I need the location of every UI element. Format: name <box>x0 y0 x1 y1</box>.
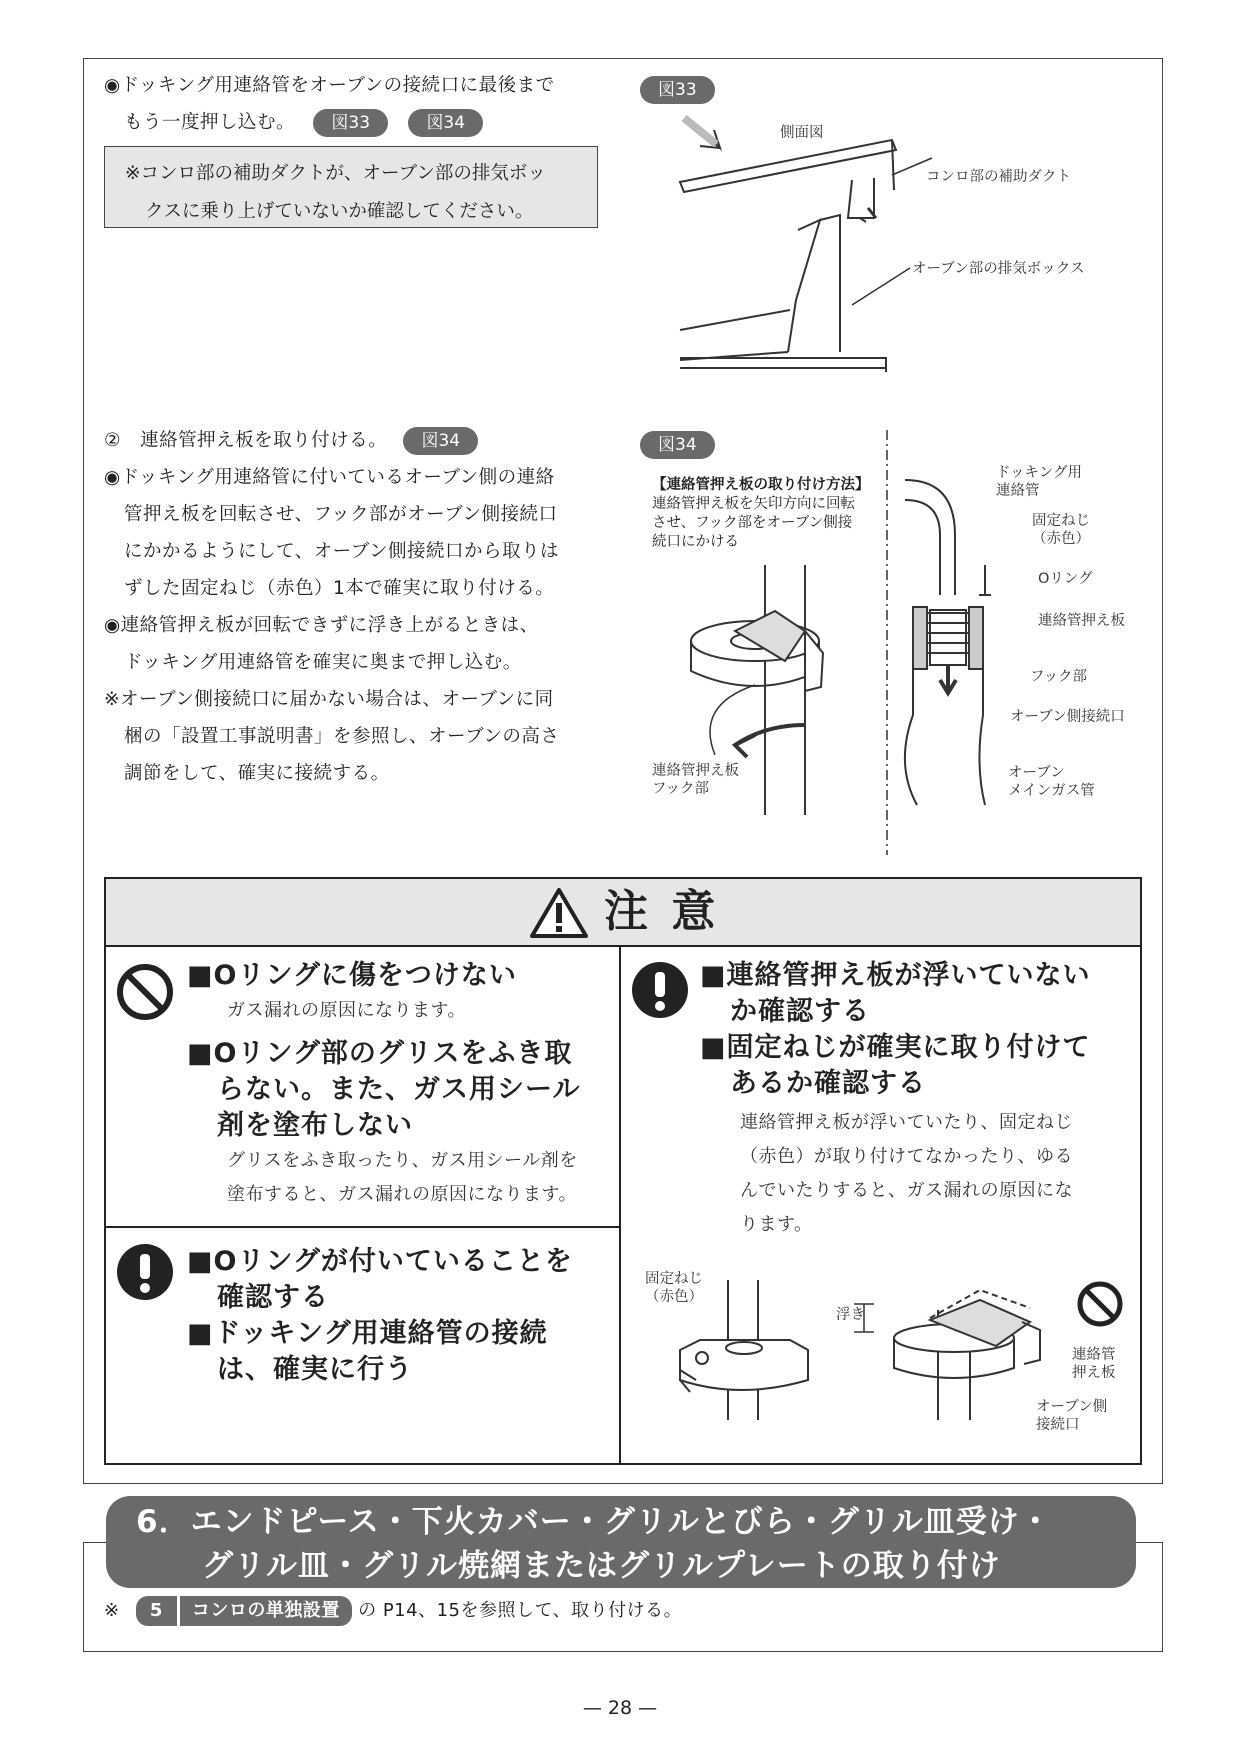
caution-1-sub1: ガス漏れの原因になります。 <box>227 1000 467 1021</box>
caution-2-title1-line2: か確認する <box>730 996 870 1027</box>
caution-horizontal-divider <box>106 1226 620 1228</box>
fig33-side-view-diagram <box>670 100 1090 385</box>
section6-header <box>106 1496 1136 1588</box>
fig34-main-gas-label: オーブン メインガス管 <box>1008 765 1095 799</box>
caution-3-title2-line1: ■ドッキング用連絡管の接続 <box>187 1318 548 1349</box>
fig33-duct-label: コンロ部の補助ダクト <box>926 169 1071 185</box>
fig34-ref-badge: 図34 <box>408 109 483 137</box>
caution-3-title2-line2: は、確実に行う <box>217 1354 413 1385</box>
step2-bullet1-line2: 管押え板を回転させ、フック部がオーブン側接続口 <box>124 504 558 525</box>
fig34-method-line3: 続口にかける <box>652 534 739 550</box>
fig34-oven-port-label: オーブン側接続口 <box>1010 709 1125 725</box>
caution-1-title2-line3: 剤を塗布しない <box>217 1110 413 1141</box>
warning-triangle-icon <box>529 887 589 939</box>
fig34-plate-label: 連絡管押え板 <box>1038 613 1125 629</box>
caution-2-title2-line2: あるか確認する <box>730 1068 926 1099</box>
caution-cell-1 <box>187 958 617 1212</box>
caution-1-title2-line2: らない。また、ガス用シール <box>217 1074 581 1105</box>
step2-text <box>104 422 624 792</box>
step2-note-line2: 梱の「設置工事説明書」を参照し、オーブンの高さ <box>124 726 560 747</box>
step2-heading: ② 連絡管押え板を取り付ける。 <box>104 430 388 451</box>
fig34-method-title: 【連絡管押え板の取り付け方法】 <box>652 477 870 493</box>
fig33-side-view-label: 側面図 <box>780 125 824 141</box>
caution-cell-2 <box>700 958 1140 1242</box>
mandatory-icon <box>115 1242 175 1302</box>
page-number: — 28 — <box>582 1697 658 1719</box>
section6-title-line2: グリル皿・グリル焼網またはグリルプレートの取り付け <box>202 1548 1001 1584</box>
caution-3-title1-line1: ■Oリングが付いていることを <box>187 1246 573 1277</box>
caution-1-sub2-line2: 塗布すると、ガス漏れの原因になります。 <box>227 1184 578 1205</box>
step1-note-box <box>104 146 598 228</box>
fig34-hook-right-label: フック部 <box>1030 669 1087 685</box>
caution-title: 注 意 <box>604 886 720 937</box>
section6-reference-text: の P14、15を参照して、取り付ける。 <box>358 1600 683 1621</box>
caution-1-title1: ■Oリングに傷をつけない <box>187 960 517 991</box>
fig34-docking-label: ドッキング用 連絡管 <box>996 465 1082 499</box>
step2-bullet1-line4: ずした固定ねじ（赤色）1本で確実に取り付ける。 <box>124 578 555 599</box>
caution-2-sub-line3: んでいたりすると、ガス漏れの原因にな <box>740 1180 1073 1201</box>
caution-cell-3 <box>187 1244 617 1388</box>
fig34-method-line2: させ、フック部をオーブン側接 <box>652 515 853 531</box>
section6-reference: ※ 5 コンロの単独設置 の P14、15を参照して、取り付ける。 <box>104 1596 682 1626</box>
caution-3-title1-line2: 確認する <box>217 1282 329 1313</box>
prohibition-icon <box>115 962 175 1022</box>
step1-note-line2: クスに乗り上げていないか確認してください。 <box>145 201 534 222</box>
step2-note-line3: 調節をして、確実に接続する。 <box>124 763 390 784</box>
step2-fig34-ref: 図34 <box>403 427 478 455</box>
step1-line2: もう一度押し込む。 <box>124 112 296 133</box>
caution-2-title1-line1: ■連絡管押え板が浮いていない <box>700 960 1091 991</box>
caution-fig-plate-label: 連絡管 押え板 <box>1072 1347 1116 1381</box>
caution-fig-float-label: 浮き <box>836 1307 865 1323</box>
step2-bullet2-line2: ドッキング用連絡管を確実に奥まで押し込む。 <box>124 652 522 673</box>
fig33-badge: 図33 <box>640 76 715 104</box>
section-name-badge: コンロの単独設置 <box>180 1596 352 1626</box>
caution-vertical-divider <box>619 947 621 1465</box>
caution-2-title2-line1: ■固定ねじが確実に取り付けて <box>700 1032 1091 1063</box>
fig34-diagram <box>655 425 1175 865</box>
caution-fig-port-label: オーブン側 接続口 <box>1036 1399 1108 1433</box>
step2-bullet1-line1: ◉ドッキング用連絡管に付いているオーブン側の連絡 <box>104 467 555 488</box>
step2-bullet1-line3: にかかるようにして、オーブン側接続口から取りは <box>124 541 559 562</box>
caution-fig-screw-label: 固定ねじ （赤色） <box>645 1271 703 1305</box>
step1-line1: ◉ドッキング用連絡管をオーブンの接続口に最後まで <box>104 75 555 96</box>
fig34-hook-label: 連絡管押え板 フック部 <box>652 763 739 797</box>
caution-2-sub-line4: ります。 <box>740 1214 813 1235</box>
section-number-badge: 5 <box>136 1596 177 1626</box>
step2-bullet2-line1: ◉連絡管押え板が回転できずに浮き上がるときは、 <box>104 615 539 636</box>
caution-2-sub-line1: 連絡管押え板が浮いていたり、固定ねじ <box>740 1112 1073 1133</box>
mandatory-icon <box>630 960 690 1020</box>
section6-title-line1: 6．エンドピース・下火カバー・グリルとびら・グリル皿受け・ <box>136 1504 1052 1540</box>
fig34-screw-label: 固定ねじ （赤色） <box>1032 513 1090 547</box>
step1-note-line1: ※コンロ部の補助ダクトが、オーブン部の排気ボッ <box>125 163 546 184</box>
fig33-box-label: オーブン部の排気ボックス <box>912 261 1085 277</box>
caution-1-title2-line1: ■Oリング部のグリスをふき取 <box>187 1038 573 1069</box>
fig33-ref-badge: 図33 <box>313 109 388 137</box>
fig34-oring-label: Oリング <box>1038 571 1093 587</box>
fig34-method-line1: 連絡管押え板を矢印方向に回転 <box>652 496 855 512</box>
step2-note-line1: ※オーブン側接続口に届かない場合は、オーブンに同 <box>104 689 554 710</box>
fig34-badge: 図34 <box>640 431 715 459</box>
step1-text <box>104 67 624 141</box>
caution-1-sub2-line1: グリスをふき取ったり、ガス用シール剤を <box>227 1150 578 1171</box>
caution-2-sub-line2: （赤色）が取り付けてなかったり、ゆる <box>740 1146 1073 1167</box>
caution-header <box>106 879 1140 947</box>
